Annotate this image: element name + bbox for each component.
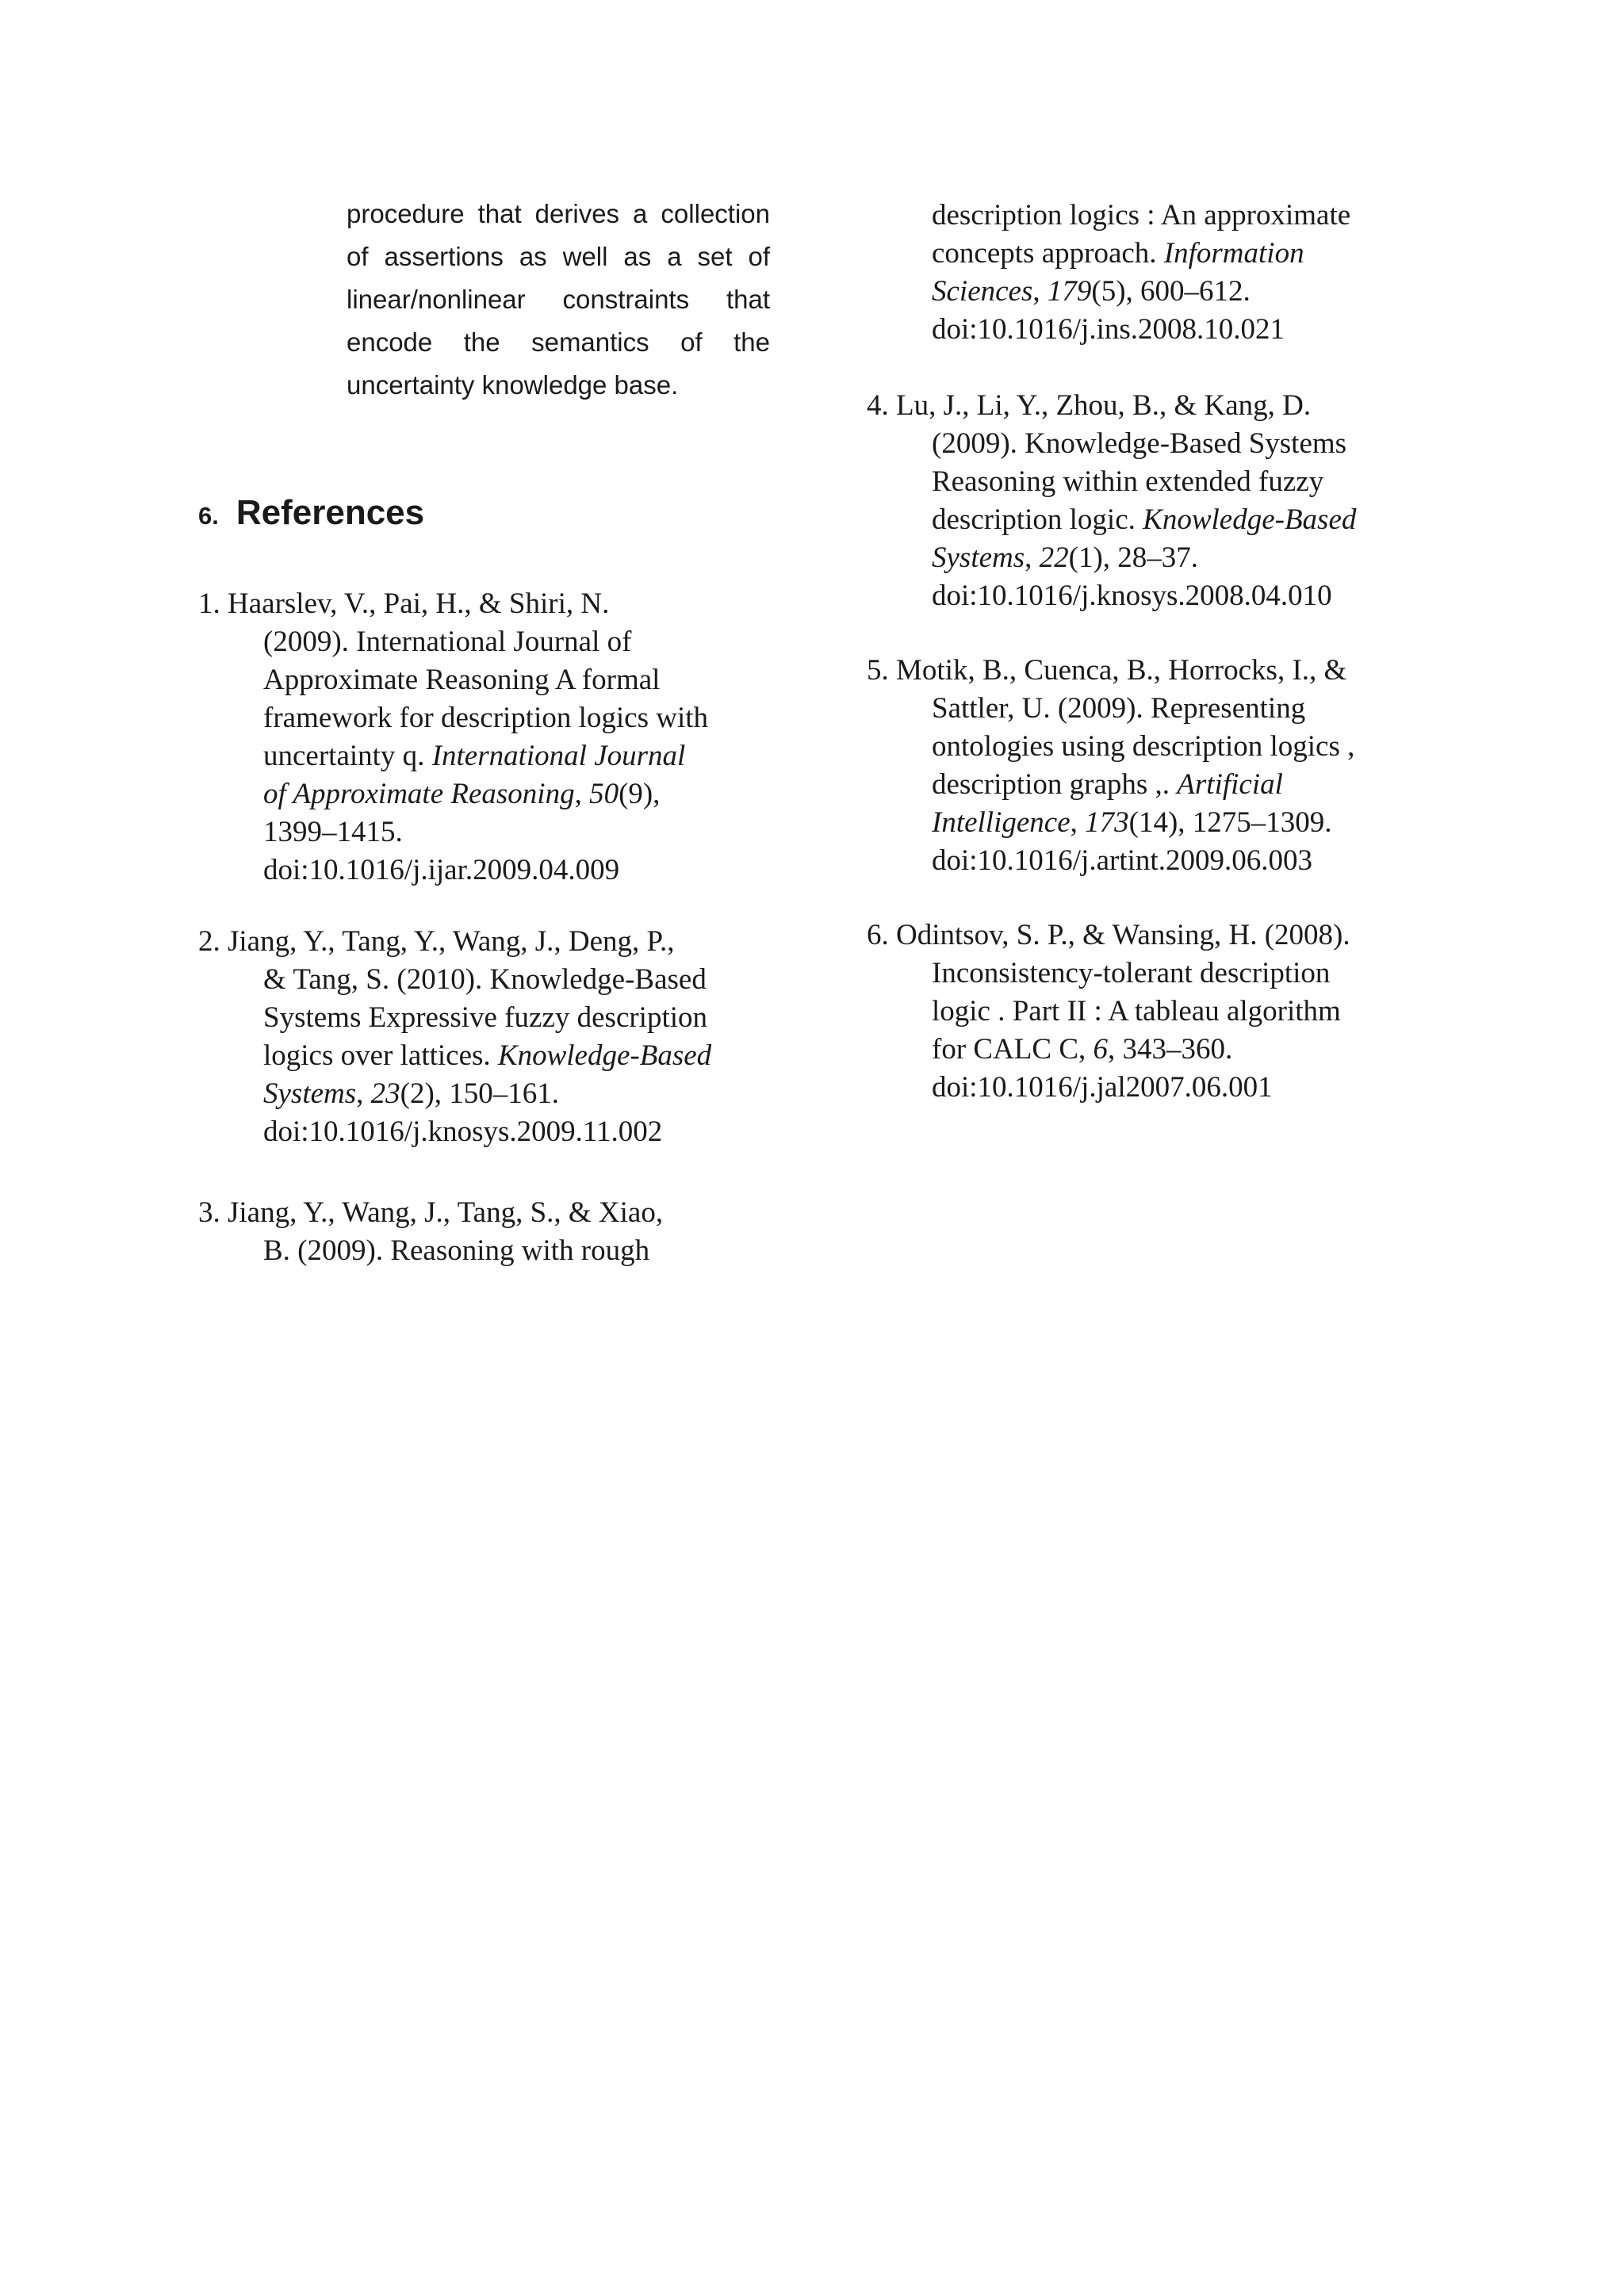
journal-name: Systems [932, 541, 1025, 574]
section-number: 6. [198, 502, 219, 530]
section-title: References [236, 493, 425, 532]
ref-line: 1. Haarslev, V., Pai, H., & Shiri, N. [198, 587, 610, 620]
journal-name: Intelligence [932, 806, 1071, 839]
journal-name: Systems [263, 1077, 357, 1110]
ref-line: Sattler, U. (2009). Representing [932, 692, 1306, 725]
journal-name: International Journal [431, 740, 686, 772]
ref-line: (2009). International Journal of [263, 626, 632, 658]
ref-text: uncertainty q. [263, 740, 432, 772]
journal-name: Information [1163, 237, 1304, 270]
section-heading [198, 493, 424, 533]
reference-6 [867, 916, 1350, 1107]
doi: doi:10.1016/j.artint.2009.06.003 [932, 844, 1312, 877]
doi: doi:10.1016/j.ins.2008.10.021 [932, 313, 1285, 346]
ref-text: , [1032, 275, 1048, 308]
ref-text: for CALC C, [932, 1033, 1094, 1066]
ref-text: (1), 28–37. [1068, 541, 1199, 574]
ref-text: , [1070, 806, 1086, 839]
volume: 6 [1093, 1033, 1108, 1066]
ref-line [198, 775, 708, 813]
reference-2 [198, 923, 711, 1151]
ref-text: description logic. [932, 503, 1143, 536]
ref-text: description graphs ,. [932, 768, 1178, 801]
ref-line: Reasoning within extended fuzzy [932, 465, 1324, 498]
ref-line [867, 1031, 1350, 1069]
reference-3-continued [867, 197, 1350, 349]
ref-line: 1399–1415. [263, 816, 403, 848]
ref-line [867, 501, 1356, 539]
volume: 173 [1085, 806, 1129, 839]
ref-text: (5), 600–612. [1091, 275, 1251, 308]
ref-line: Inconsistency-tolerant description [932, 957, 1331, 989]
ref-line [867, 273, 1350, 311]
ref-line: logic . Part II : A tableau algorithm [932, 995, 1341, 1027]
ref-line: 3. Jiang, Y., Wang, J., Tang, S., & Xiao, [198, 1196, 664, 1229]
ref-line: description logics : An approximate [932, 199, 1351, 232]
ref-text: (14), 1275–1309. [1128, 806, 1332, 839]
ref-text: , [356, 1077, 371, 1110]
doi: doi:10.1016/j.ijar.2009.04.009 [263, 854, 620, 886]
ref-text: concepts approach. [932, 237, 1164, 270]
reference-5 [867, 652, 1354, 880]
journal-name: of Approximate Reasoning [263, 778, 575, 810]
ref-line: B. (2009). Reasoning with rough [263, 1234, 650, 1267]
ref-line: 4. Lu, J., Li, Y., Zhou, B., & Kang, D. [867, 389, 1312, 422]
doi: doi:10.1016/j.knosys.2008.04.010 [932, 580, 1332, 612]
ref-line [198, 1075, 711, 1113]
ref-text: , [1025, 541, 1040, 574]
ref-line: framework for description logics with [263, 702, 709, 734]
journal-name: Artificial [1177, 768, 1283, 801]
ref-line: & Tang, S. (2010). Knowledge-Based [263, 963, 707, 996]
ref-line [867, 235, 1350, 273]
ref-line: 6. Odintsov, S. P., & Wansing, H. (2008). [867, 919, 1350, 951]
ref-line: 5. Motik, B., Cuenca, B., Horrocks, I., & [867, 654, 1347, 687]
doi: doi:10.1016/j.jal2007.06.001 [932, 1071, 1273, 1104]
journal-name: Knowledge-Based [497, 1039, 712, 1072]
volume: 22 [1039, 541, 1069, 574]
ref-text: , 343–360. [1108, 1033, 1233, 1066]
ref-text: (2), 150–161. [400, 1077, 560, 1110]
volume: 179 [1047, 275, 1092, 308]
ref-line [198, 737, 708, 775]
doi: doi:10.1016/j.knosys.2009.11.002 [263, 1115, 663, 1148]
ref-line [867, 539, 1356, 577]
journal-name: Knowledge-Based [1143, 503, 1357, 536]
reference-4 [867, 387, 1356, 615]
journal-name: Sciences [932, 275, 1033, 308]
ref-line: Systems Expressive fuzzy description [263, 1001, 708, 1034]
ref-text: , [574, 778, 590, 810]
ref-line: (2009). Knowledge-Based Systems [932, 427, 1347, 460]
ref-line [867, 804, 1354, 842]
ref-line: Approximate Reasoning A formal [263, 664, 661, 696]
volume: 23 [370, 1077, 400, 1110]
ref-text: logics over lattices. [263, 1039, 498, 1072]
ref-line: 2. Jiang, Y., Tang, Y., Wang, J., Deng, P., [198, 925, 675, 958]
ref-line [867, 766, 1354, 804]
ref-text: (9), [619, 778, 661, 810]
continuation-paragraph: procedure that derives a collection of assertions as well as a set of linear/nonlinear constraints that encode the semantics of the uncertainty knowledge base. [347, 199, 770, 400]
volume: 50 [589, 778, 619, 810]
reference-1 [198, 585, 708, 890]
ref-line [198, 1037, 711, 1075]
ref-line: ontologies using description logics , [932, 730, 1355, 763]
reference-3-start [198, 1194, 663, 1270]
